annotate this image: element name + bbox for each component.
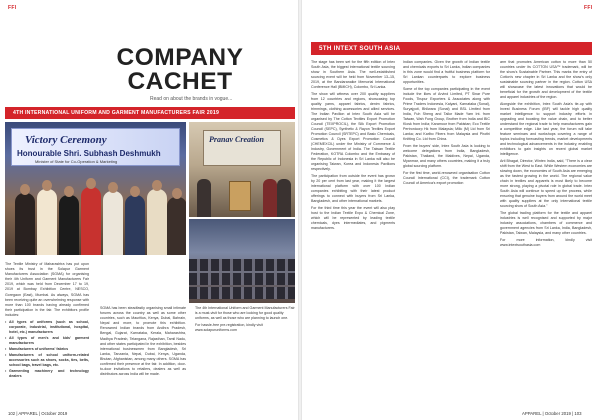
article-headline-ribbon: 5TH INTEXT SOUTH ASIA xyxy=(311,42,592,55)
article-column-1 xyxy=(5,262,89,381)
list-item: • Manufacturers of uniforms' fabrics xyxy=(5,347,89,352)
article-column-3 xyxy=(500,60,592,250)
body-paragraph: Indian companies. Given the growth of Indian textile and chemicals exports to Sri Lanka, Indian companies in this zone would find a fruitful business platform for Sri Lankan counterparts to explore business opportunities. xyxy=(403,60,490,84)
magazine-logo: FFI xyxy=(8,5,17,11)
page-folio: APPAREL | October 2019 | 103 xyxy=(522,411,582,416)
right-page xyxy=(302,0,600,420)
display-stand xyxy=(229,181,251,211)
body-paragraph: SGMA has been steadfastly organising small intimate forums across the country as well as some other countries, such as Mauritius, Kenya, Dubai, Bahrain, Nepal and more, to promote this exhibition. Renowned Indian brands from Andhra Pradesh, Bengal, Gujarat, Karnataka, Kerala, Maharashtra, Madhya Pradesh, Telangana, Rajasthan, Tamil Nadu, and other states participated in the exhibition, besides international businessmen from Bangladesh, Sri Lanka, Tanzania, Nepal, Dubai, Kenya, Uganda, Bhutan, Afghanistan, among many others. SGMA has confirmed their presence at the fair. In addition, door-to-door invitations to retailers, dealers as well as distributors across India will be made. xyxy=(100,306,186,377)
article-column-2 xyxy=(100,306,186,379)
audience-photo xyxy=(189,219,295,303)
person-figure xyxy=(37,189,57,255)
person-figure xyxy=(59,195,79,255)
article-headline-ribbon: 4TH INTERNATIONAL UNIFORM AND GARMENT MANUFACTURERS FAIR 2019 xyxy=(5,107,295,119)
body-paragraph: For the third time this year the event will also play host to the Indian Textile Expo & Chemical Zone, which will be represented by leading textile chemicals, dyes intermediates, and pigments manufacturers. xyxy=(311,206,395,230)
body-paragraph: The show will witness over 200 quality suppliers from 12 countries and regions, showcasing top quality yarns, apparel fabrics, denim fabrics, trimmings, clothing accessories and allied services. The Indian Pavilion at Intex South Asia will be organised by The Cotton Textiles Export Promotion Council (TEXPROCIL), the Silk Export Promotion Council (SEPC), Synthetic & Rayon Textiles Export Promotion Council (SRTEPC) and Basic Chemicals, Cosmetics & Dyes Export Promotion Council (CHEMEXCIL) under the Ministry of Commerce & Industry, Government of India. The Taiwan Textile Federation, KOTRA Colombo and the Embassy of the Republic of Indonesia in Sri Lanka will also be organising Taiwan, Korea and Indonesia Pavilions respectively. xyxy=(311,92,395,171)
article-column-2 xyxy=(403,60,490,188)
list-item: • All types of men's and kids' garment manufacturers xyxy=(5,336,89,346)
victory-ceremony-photo xyxy=(5,122,186,255)
stall-name: Pranav Creation xyxy=(209,135,264,144)
body-paragraph: The Textile Ministry of Maharashtra has put upon shoes its trust in the Solapur Garment Manufacturers Association (SGMA) for organising their 4th Uniform and Garment Manufacturers Fair 2019, which was held from December 17 to 19, 2019 at Bombay Exhibition Centre, NESCO, Goregaon (East), Mumbai. As always, SGMA has been receiving quite an overwhelming response with more than 100 brands having already confirmed their participation in the fair. The exhibitors profile includes: xyxy=(5,262,89,317)
body-paragraph: Some of the top companies participating in the event include the likes of Arvind Limited, PT Sinar Pure Foods, Tirupur Exporters & Associates along with Prime Traders Indonesia, Kalyani, Karnataka (Sonal), Suryajyoti, Bhilwara (Sonal) and BSL Limited from India, Fuh Sheng and Tailor Made Yarn Int. from Taiwan, Wah Fung Group, Brother from India and BIC Kiosk from India; Karamoor from Pakistan; Eco Textile Pertronicorp Hk from Malaysia; Milic (M) Ltd from Sri Lanka; and Karlbo Fibers from Malaysia and Phothi Knitting Co. Ltd from China. xyxy=(403,87,490,141)
body-paragraph: From the buyers' side, Intex South Asia is looking to welcome delegations from India, Bangladesh, Pakistan, Thailand, the Maldives, Nepal, Uganda, Myanmar, and many others countries, making it a truly global sourcing platform. xyxy=(403,144,490,168)
person-figure xyxy=(81,187,101,255)
body-paragraph: For more information, kindly visit www.intextsouthasia.com xyxy=(500,238,592,247)
article-column-1 xyxy=(311,60,395,233)
body-paragraph: Alongside the exhibition, Intex South Asia's tie-up with Invest Business Forum (IBF) will tackle high quality market intelligence to support industry efforts in upgrading and boosting the value chain, and to better understand the regional trade to help manufacturers gain a competitive edge. Like last year, the forum will take feature seminars and workshops covering a range of topics including forecasting trends, market developments and technological advancements in the industry, enabling exhibitors to gain insights on recent global market intelligence. xyxy=(500,102,592,156)
list-item: • All types of uniforms (such as school, corporate, industrial, institutional, hospital, hotel, etc.) manufacturers xyxy=(5,320,89,335)
person-figure xyxy=(167,197,186,255)
body-paragraph: The stage has been set for the fifth edition of Intex South Asia, the biggest international textile sourcing show in Southern Asia. The well-established sourcing event will be held from November 13–15, 2019, at the Bandaranaike Memorial International Conference Hall (BMICH), Colombo, Sri Lanka. xyxy=(311,60,395,89)
page-folio: 102 | APPAREL | October 2019 xyxy=(8,411,68,416)
body-paragraph: For the first time, world-renowned organisation Cotton Council International (CCI), the trademark Cotton Council of America's export promotion xyxy=(403,171,490,185)
audience-row xyxy=(189,273,295,285)
section-title: COMPANY CACHET xyxy=(116,44,244,95)
person-figure xyxy=(197,179,211,217)
stall-photo xyxy=(189,122,295,217)
body-paragraph: The 4th International Uniform and Garment Manufacturers Fair is a must-visit for those who are looking for good quality uniforms, as well as those who are planning to launch one. xyxy=(195,306,295,321)
list-item: • Manufacturers of school uniform-related accessories such as shoes, socks, ties, belts, school bags, travel bags, etc. xyxy=(5,353,89,368)
body-paragraph: The global trading platform for the textile and apparel industries is well recognised and supported by major industry associations, chambers of commerce and government agencies from Sri Lanka, India, Bangladesh, Pakistan, Taiwan, Malaysia, and many other countries. xyxy=(500,211,592,235)
banner-name: Honourable Shri. Subhash Deshmukh xyxy=(17,149,161,158)
banner-caption: Minister of State for Co-Operation & Marketing xyxy=(35,159,118,164)
article-column-3 xyxy=(195,306,295,333)
section-subtitle: Read on about the brands in vogue... xyxy=(150,96,233,102)
audience-row xyxy=(189,287,295,299)
person-figure xyxy=(15,193,35,255)
person-figure xyxy=(103,191,123,255)
body-paragraph: arm that promotes American cotton to more than 50 countries under its COTTON USA™ trademark, will be the show's Sustainable Partner. This marks the entry of Cotton's new chapter in Sri Lanka and the show's only sustainable sourcing partner in the region. Cotton USA will showcase the latest innovations that would be beneficial for the growth and development of the textile and apparel industries of the region. xyxy=(500,60,592,99)
magazine-logo: FFI xyxy=(584,5,593,11)
body-paragraph: The participation from outside the event has grown by 20 per cent from last year, making it the largest international platform with over 100 Indian companies exhibiting with their latest product offerings to connect with buyers from Sri Lanka, Bangladesh, and other international markets. xyxy=(311,174,395,203)
body-paragraph: For hassle-free pre-registration, kindly visit www.solapuruniforms.com xyxy=(195,323,263,333)
body-paragraph: Arti Bhagat, Director, Wintex India, said, "There is a clear shift from the West to East. While Western economies are slowing down, the economies of South Asia are emerging as the fastest growing in the world. The regional value chain in textiles and apparels is most likely to become more strong, playing a pivotal role in global trade. Intex South Asia will continue to speed up the process, while ensuring that genuine buyers from around the world meet with quality suppliers at the only international textile sourcing show of South Asia." xyxy=(500,159,592,208)
banner-title: Victory Ceremony xyxy=(25,134,107,146)
exhibitor-list xyxy=(5,320,89,380)
person-figure xyxy=(263,179,277,217)
list-item: • Garmenting machinery and technology dealers xyxy=(5,369,89,379)
person-figure xyxy=(277,179,291,217)
person-figure xyxy=(147,189,167,255)
audience-row xyxy=(189,259,295,271)
person-figure xyxy=(125,195,145,255)
